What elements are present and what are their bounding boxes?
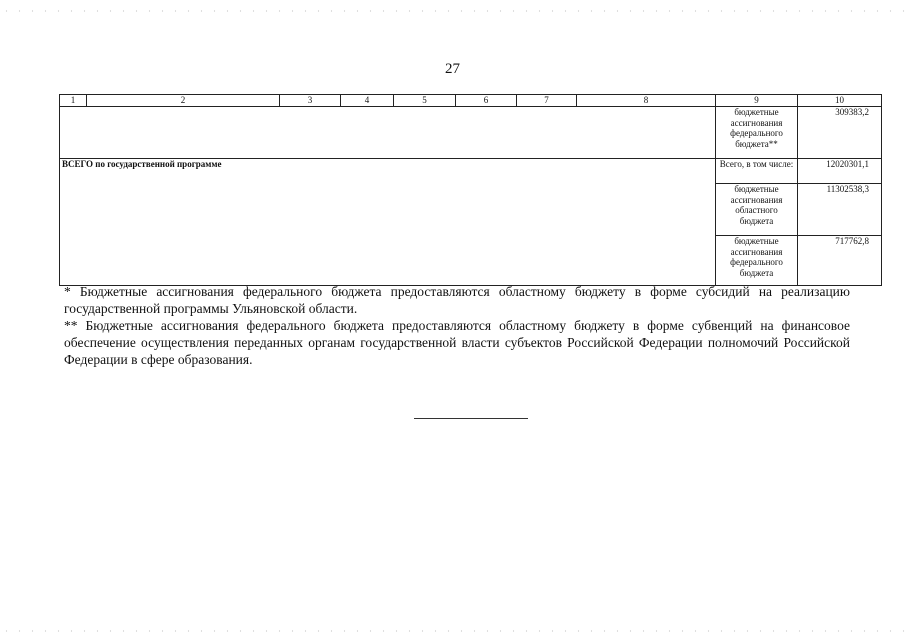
column-header: 9 xyxy=(716,95,798,107)
scan-artifact-top xyxy=(0,10,905,12)
funding-source: бюджетные ассигнования федерального бюджета** xyxy=(716,107,798,159)
funding-source: Всего, в том числе: xyxy=(716,159,798,184)
column-header: 4 xyxy=(341,95,394,107)
closing-line xyxy=(414,418,528,419)
column-header: 3 xyxy=(280,95,341,107)
page-number: 27 xyxy=(445,61,460,77)
column-header: 6 xyxy=(456,95,517,107)
amount: 717762,8 xyxy=(798,236,882,286)
column-header: 10 xyxy=(798,95,882,107)
table-row xyxy=(60,159,882,184)
column-header: 7 xyxy=(517,95,577,107)
amount: 11302538,3 xyxy=(798,184,882,236)
column-header: 2 xyxy=(87,95,280,107)
total-label: ВСЕГО по государственной программе xyxy=(60,159,716,286)
scan-artifact-bottom xyxy=(0,630,905,632)
footnotes xyxy=(64,283,850,368)
row-label xyxy=(60,107,716,159)
amount: 12020301,1 xyxy=(798,159,882,184)
amount: 309383,2 xyxy=(798,107,882,159)
column-header: 5 xyxy=(394,95,456,107)
funding-source: бюджетные ассигнования федерального бюджета xyxy=(716,236,798,286)
footnote-subventions: ** Бюджетные ассигнования федерального бюджета предоставляются областному бюджету в форме субвенций на финансовое обеспечение осуществления переданных органам государственной власти субъектов Российской Федерации полномочий Российской Федерации в сфере образования. xyxy=(64,318,850,367)
funding-source: бюджетные ассигнования областного бюджета xyxy=(716,184,798,236)
column-header: 1 xyxy=(60,95,87,107)
table-header-row xyxy=(60,95,882,107)
budget-table xyxy=(59,94,882,286)
column-header: 8 xyxy=(577,95,716,107)
footnote-subsidies: * Бюджетные ассигнования федерального бюджета предоставляются областному бюджету в форме субсидий на реализацию государственной программы Ульяновской области. xyxy=(64,284,850,316)
table-row xyxy=(60,107,882,159)
